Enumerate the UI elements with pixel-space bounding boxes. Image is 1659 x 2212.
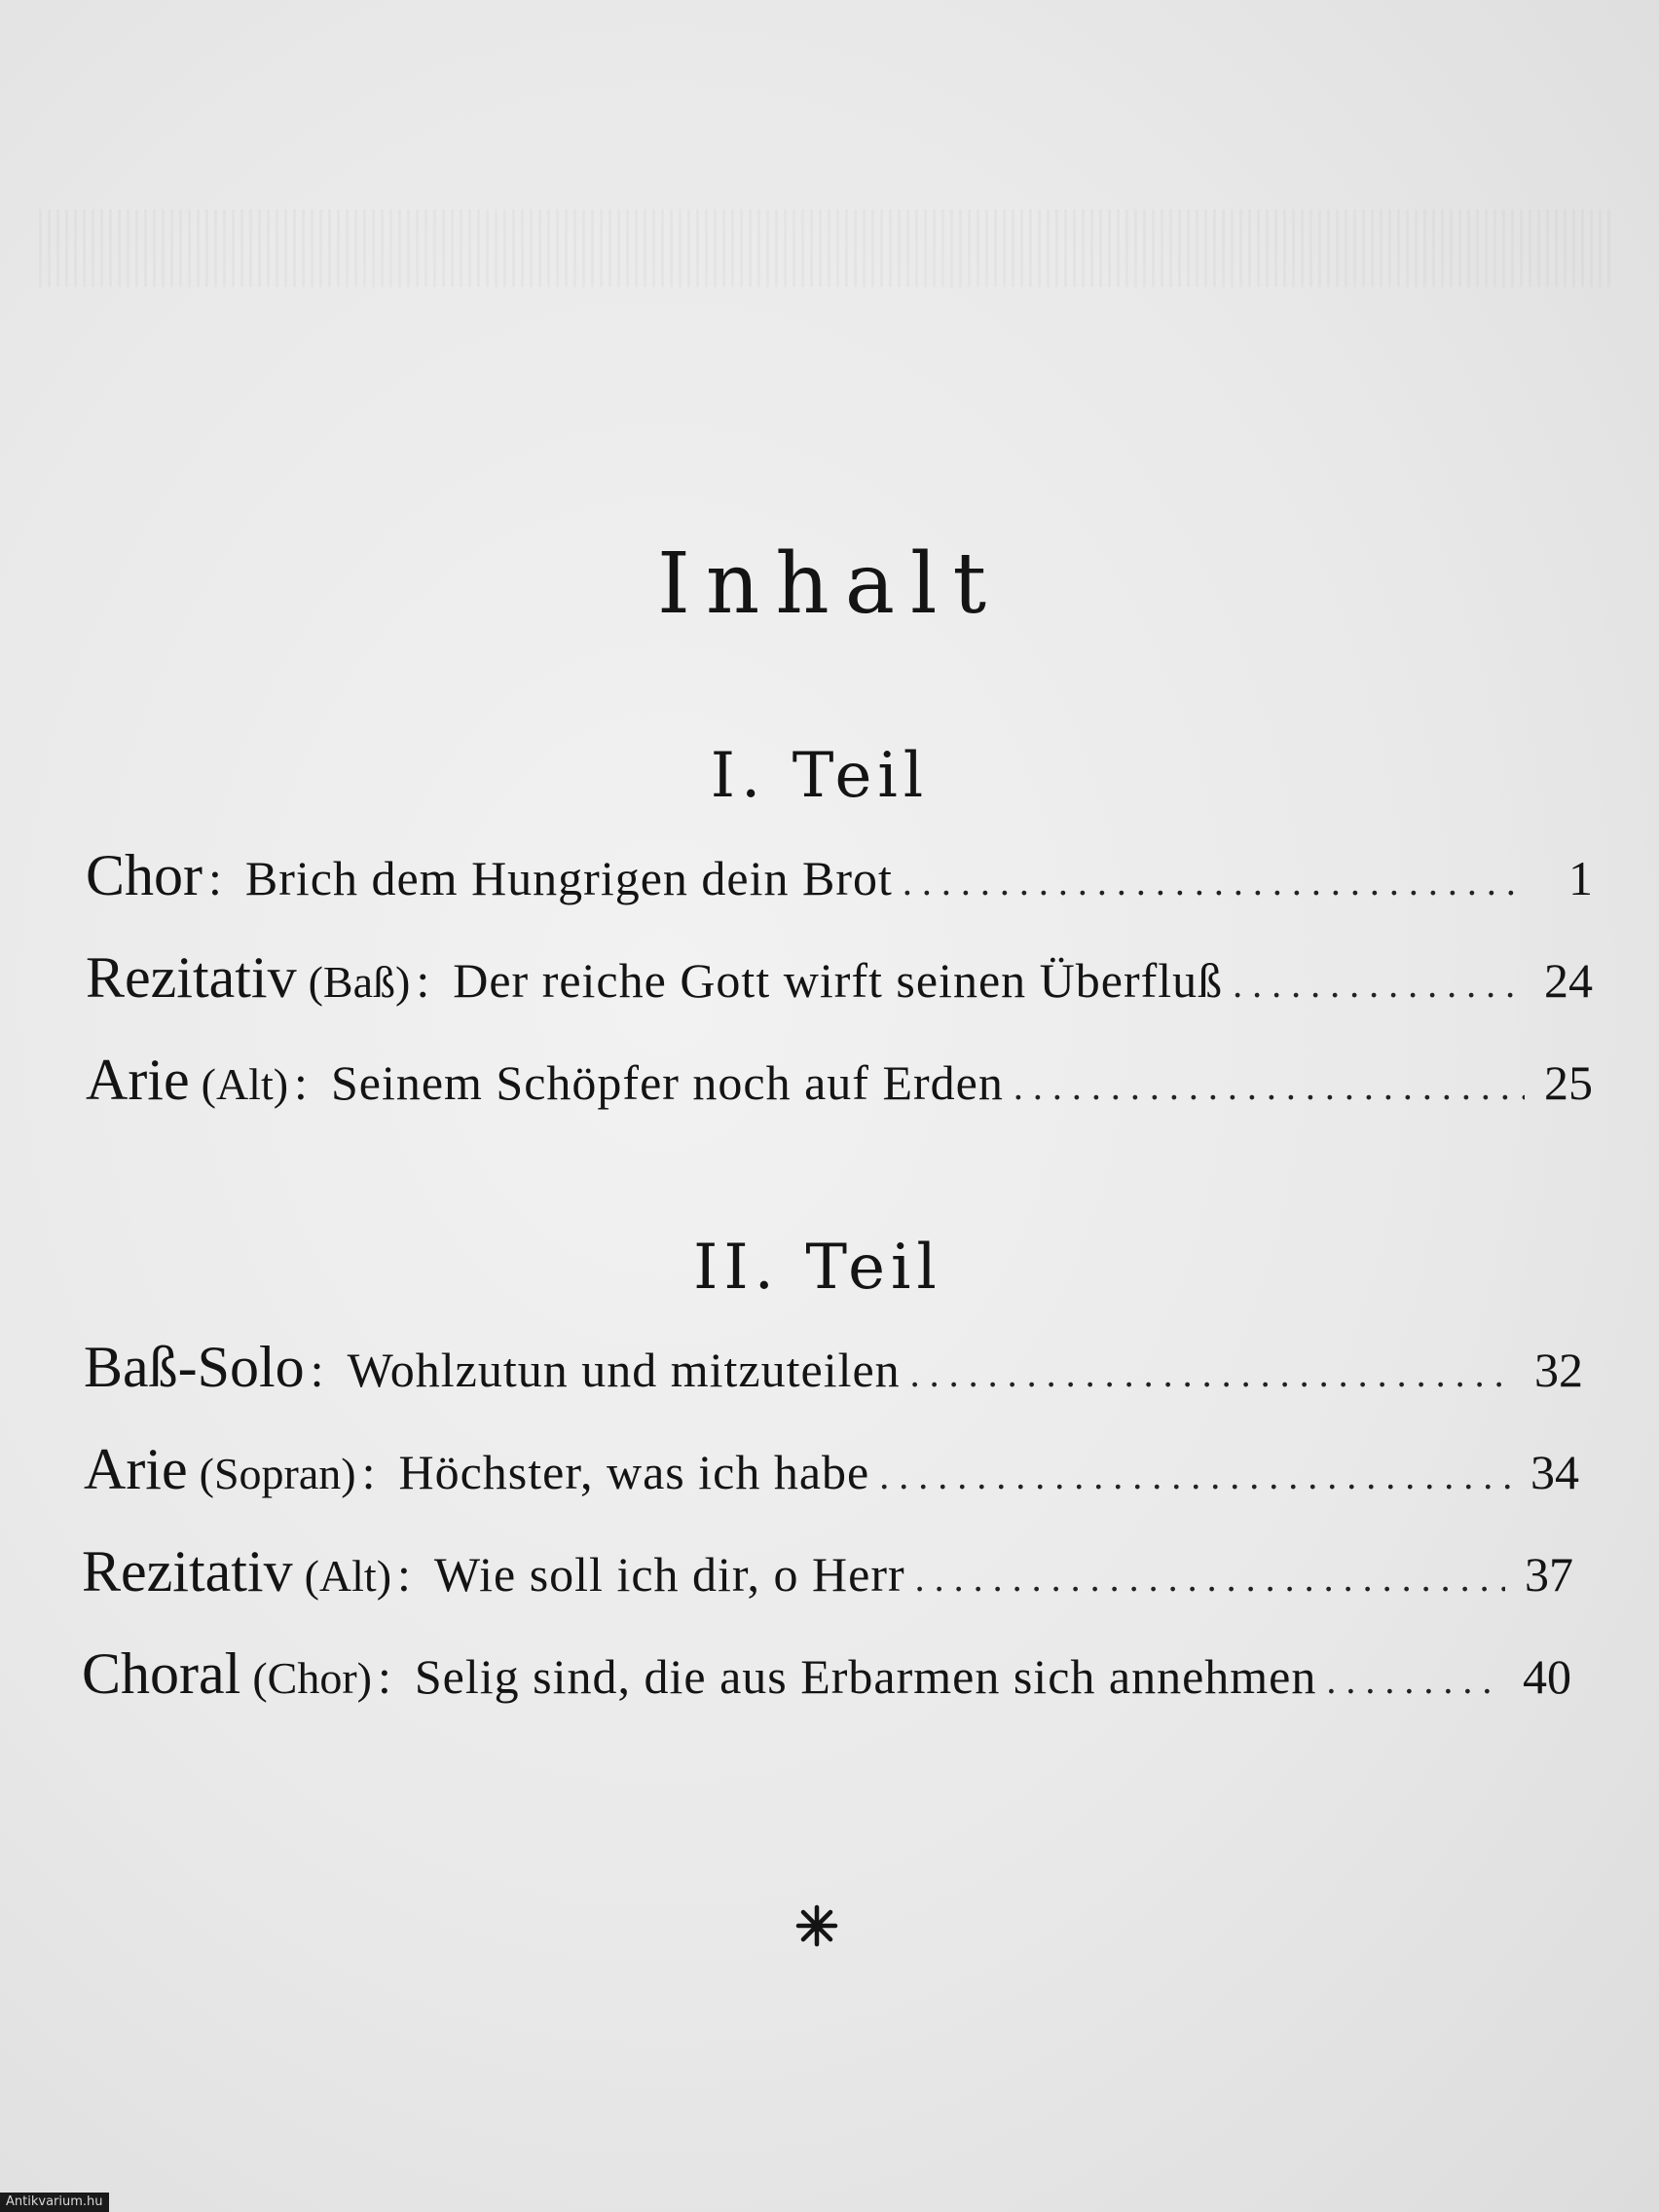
entry-colon: : — [397, 1547, 411, 1602]
dot-leader — [1233, 961, 1525, 1007]
toc-entry — [84, 1436, 1579, 1503]
entry-text: Selig sind, die aus Erbarmen sich annehmen — [414, 1649, 1317, 1704]
entry-colon: : — [377, 1649, 391, 1704]
dot-leader — [1326, 1657, 1503, 1703]
toc-entry — [84, 1334, 1583, 1401]
toc-entry — [86, 842, 1593, 909]
entry-page-number: 40 — [1523, 1649, 1571, 1704]
entry-page-number: 32 — [1534, 1343, 1583, 1397]
dot-leader — [879, 1453, 1511, 1498]
entry-text: Wie soll ich dir, o Herr — [433, 1547, 905, 1602]
entry-text: Seinem Schöpfer noch auf Erden — [330, 1055, 1004, 1110]
entry-page-number: 24 — [1544, 953, 1593, 1008]
entry-voice: (Alt) — [201, 1059, 289, 1109]
entry-kind: Chor — [86, 843, 203, 907]
asterisk-ornament-icon — [794, 1903, 839, 1948]
dot-leader — [1014, 1063, 1525, 1109]
toc-entry — [86, 1047, 1593, 1114]
dot-leader — [903, 859, 1525, 904]
entry-kind: Arie — [86, 1048, 190, 1112]
entry-voice: (Sopran) — [199, 1449, 356, 1498]
entry-page-number: 37 — [1525, 1547, 1573, 1602]
entry-text: Höchster, was ich habe — [398, 1445, 870, 1499]
toc-entry — [82, 1538, 1573, 1605]
toc-entry — [82, 1641, 1571, 1708]
part-heading-1: I. Teil — [710, 740, 930, 812]
entry-colon: : — [294, 1055, 308, 1110]
watermark-label: Antikvarium.hu — [0, 2193, 109, 2212]
entry-page-number: 34 — [1530, 1445, 1579, 1499]
entry-kind: Choral — [82, 1641, 241, 1706]
entry-kind: Rezitativ — [86, 945, 297, 1010]
entry-colon: : — [361, 1445, 376, 1499]
dot-leader — [915, 1555, 1505, 1601]
entry-text: Wohlzutun und mitzuteilen — [347, 1343, 901, 1397]
entry-kind: Rezitativ — [82, 1539, 293, 1604]
entry-voice: (Alt) — [304, 1551, 392, 1601]
entry-colon: : — [208, 851, 222, 905]
part-heading-2: II. Teil — [693, 1232, 942, 1304]
entry-text: Der reiche Gott wirft seinen Überfluß — [453, 953, 1224, 1008]
entry-page-number: 25 — [1544, 1055, 1593, 1110]
page-title: Inhalt — [656, 535, 1003, 633]
toc-entry — [86, 944, 1593, 1012]
entry-colon: : — [416, 953, 430, 1008]
dot-leader — [910, 1350, 1515, 1396]
entry-kind: Baß-Solo — [84, 1335, 305, 1399]
entry-colon: : — [310, 1343, 324, 1397]
entry-text: Brich dem Hungrigen dein Brot — [244, 851, 893, 905]
entry-page-number: 1 — [1568, 851, 1593, 905]
entry-voice: (Baß) — [308, 957, 411, 1007]
entry-kind: Arie — [84, 1437, 188, 1501]
entry-voice: (Chor) — [252, 1653, 372, 1703]
